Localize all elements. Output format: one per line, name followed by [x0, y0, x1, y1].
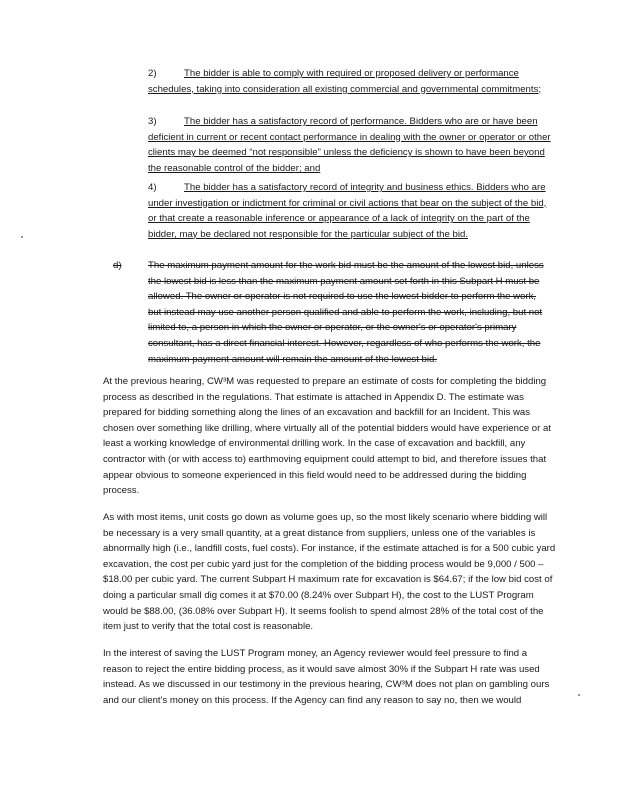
body-paragraph-2: As with most items, unit costs go down as volume goes up, so the most likely scenario where bidding will be necessary is a very small quantity, at a great distance from suppliers, unless one of the variables is abnormally high (i.e., landfill costs, fuel costs). For instance, if the estimate attached is for a 500 cubic yard excavation, the cost per cubic yard just for the completion of the bidding process would be 9,000 / 500 – $18.00 per cubic yard. The current Subpart H maximum rate for excavation is $64.67; if the low bid cost of doing a particular small dig comes it at $70.00 (8.24% over Subpart H), the cost to the LUST Program would be $88.00, (36.08% over Subpart H). It seems foolish to spend almost 28% of the total cost of the item just to verify that the total cost is reasonable.	[103, 512, 556, 633]
criterion-number: 3)	[148, 116, 157, 127]
criterion-4	[148, 180, 554, 242]
scan-speck	[21, 236, 23, 238]
scan-speck	[578, 694, 580, 696]
criterion-text: The bidder has a satisfactory record of integrity and business ethics. Bidders who are under investigation or indictment for criminal or civil actions that bear on the subject of the bid, or that create a reasonable inference or appearance of a lack of integrity on the part of the bidder, may be declared not responsible for the particular subject of the bid.	[148, 182, 547, 240]
body-paragraph-1: At the previous hearing, CW³M was requested to prepare an estimate of costs for completing the bidding process as described in the regulations. That estimate is attached in Appendix D. The estimate was prepared for bidding something along the lines of an excavation and backfill for an Incident. This was chosen over something like drilling, where virtually all of the potential bidders would have experience or at least a working knowledge of environmental drilling work. In the case of excavation and backfill, any contractor with (or with access to) earthmoving equipment could attempt to bid, and therefore issues that appear obvious to someone experienced in this field would need to be addressed during the bidding process.	[103, 376, 551, 497]
criterion-number: 2)	[148, 68, 157, 79]
criterion-text: The bidder has a satisfactory record of performance. Bidders who are or have been deficient in current or recent contact performance in dealing with the owner or operator or other clients may be deemed “not responsible” unless the deficiency is shown to have been beyond the reasonable control of the bidder; and	[148, 116, 551, 174]
criterion-2	[148, 66, 554, 97]
body-paragraph-3: In the interest of saving the LUST Program money, an Agency reviewer would feel pressure to find a reason to reject the entire bidding process, as it would save almost 30% if the Subpart H rate was used instead. As we discussed in our testimony in the previous hearing, CW³M does not plan on gambling ours and our client's money on this process. If the Agency can find any reason to say no, then we would	[103, 648, 550, 706]
criterion-number: 4)	[148, 182, 157, 193]
struck-item-text: The maximum payment amount for the work bid must be the amount of the lowest bid, unless the lowest bid is less than the maximum payment amount set forth in this Subpart H must be allowed. The owner or operator is not required to use the lowest bidder to perform the work, but instead may use another person qualified and able to perform the work, including, but not limited to, a person in which the owner or operator, or the owner's or operator's primary consultant, has a direct financial interest. However, regardless of who performs the work, the maximum payment amount will remain the amount of the lowest bid.	[148, 260, 544, 365]
criterion-text: The bidder is able to comply with required or proposed delivery or performance schedules, taking into consideration all existing commercial and governmental commitments;	[148, 68, 541, 95]
struck-item-label: d)	[113, 260, 122, 271]
criterion-3	[148, 114, 554, 176]
